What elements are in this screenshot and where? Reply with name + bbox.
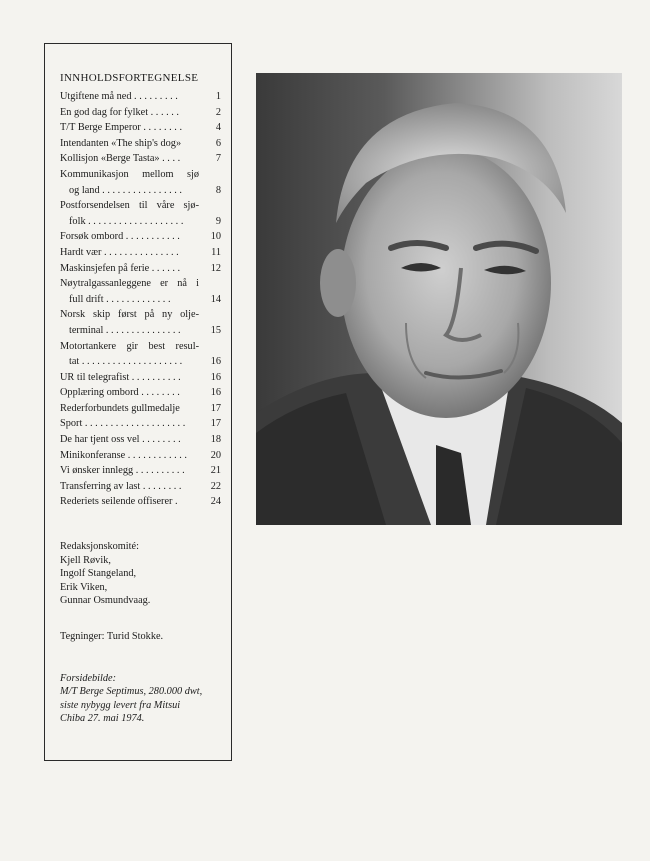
- toc-entry-title-line: En god dag for fylket . . . . . .: [60, 106, 179, 118]
- toc-entry-title: [60, 136, 199, 152]
- toc-entry: [60, 198, 221, 229]
- toc-entry-page: 1: [215, 91, 221, 102]
- toc-entry: [60, 261, 221, 277]
- committee-member: Erik Viken,: [60, 581, 108, 593]
- toc-entry: [60, 370, 221, 386]
- toc-entry-title: [60, 339, 199, 370]
- toc-entry-title: [60, 479, 199, 495]
- toc-entry-title: [60, 198, 199, 229]
- toc-entry: [60, 229, 221, 245]
- toc-entry-title: [60, 401, 199, 417]
- toc-entry-page: 21: [210, 465, 221, 477]
- toc-entry: [60, 167, 221, 198]
- toc-entry-page: 15: [210, 324, 221, 336]
- toc-entry-title: [60, 432, 199, 448]
- toc-entry-page: 8: [215, 184, 221, 196]
- editorial-committee: [60, 540, 221, 608]
- toc-entry-title: [60, 245, 199, 261]
- toc-entry-title-line: Norsk skip først på ny olje-: [60, 309, 199, 321]
- toc-entry: [60, 151, 221, 167]
- toc-entry-title-line: Sport . . . . . . . . . . . . . . . . . . . .: [60, 418, 186, 430]
- toc-entry: [60, 105, 221, 121]
- toc-entry-title-line: De har tjent oss vel . . . . . . . .: [60, 434, 181, 446]
- toc-entry-page: 16: [210, 371, 221, 383]
- toc-entry-title-line: Transferring av last . . . . . . . .: [60, 480, 182, 492]
- toc-entry-page: 11: [211, 246, 221, 258]
- toc-entry-title-line: terminal . . . . . . . . . . . . . . .: [69, 324, 181, 336]
- toc-entry: [60, 494, 221, 510]
- toc-entry-title: [60, 416, 199, 432]
- committee-member: Kjell Røvik,: [60, 554, 111, 566]
- cover-heading: Forsidebilde:: [60, 673, 117, 684]
- toc-entry-title-line: Forsøk ombord . . . . . . . . . . .: [60, 231, 180, 243]
- toc-entry-title-line: Kommunikasjon mellom sjø: [60, 168, 199, 180]
- cover-line: M/T Berge Septimus, 280.000 dwt,: [60, 686, 203, 698]
- toc-entry: [60, 276, 221, 307]
- toc-entry-page: 20: [210, 449, 221, 461]
- toc-entry-page: 17: [210, 402, 221, 414]
- toc-entry-title: [60, 307, 199, 338]
- toc-entry-title-line: Postforsendelsen til våre sjø-: [60, 200, 199, 212]
- toc-entry-page: 18: [210, 434, 221, 446]
- toc-entry-title-line: Nøytralgassanleggene er nå i: [60, 278, 199, 290]
- toc-entry: [60, 385, 221, 401]
- toc-entry-title-line: Intendanten «The ship's dog»: [60, 137, 182, 149]
- cover-photo-credit: [60, 672, 221, 726]
- toc-entry-page: 14: [210, 293, 221, 305]
- toc-entry-title: [60, 229, 199, 245]
- toc-entry-title-line: folk . . . . . . . . . . . . . . . . . . .: [69, 215, 184, 227]
- toc-entry-title-line: og land . . . . . . . . . . . . . . . .: [69, 184, 182, 196]
- portrait-illustration: [256, 73, 622, 525]
- toc-heading: INNHOLDSFORTEGNELSE: [60, 72, 199, 84]
- toc-entry-title-line: T/T Berge Emperor . . . . . . . .: [60, 122, 183, 134]
- toc-entry: [60, 120, 221, 136]
- toc-entry-title: [60, 261, 199, 277]
- toc-entry-page: 6: [215, 137, 221, 149]
- toc-entry-title: [60, 370, 199, 386]
- toc-entry-title: [60, 167, 199, 198]
- toc-entry-title-line: Maskinsjefen på ferie . . . . . .: [60, 262, 181, 274]
- toc-entry: [60, 432, 221, 448]
- toc-entry-page: 10: [210, 231, 221, 243]
- toc-entry: [60, 401, 221, 417]
- toc-entry-title-line: Rederforbundets gullmedalje: [60, 402, 180, 414]
- toc-entry: [60, 463, 221, 479]
- cover-line: Chiba 27. mai 1974.: [60, 713, 145, 725]
- drawings-credit: Tegninger: Turid Stokke.: [60, 631, 164, 642]
- toc-entry-title: [60, 120, 199, 136]
- toc-entry-title-line: Vi ønsker innlegg . . . . . . . . . .: [60, 465, 185, 477]
- toc-entry-title: [60, 385, 199, 401]
- toc-entry-page: 16: [210, 387, 221, 399]
- toc-entry-title-line: Hardt vær . . . . . . . . . . . . . . .: [60, 246, 179, 258]
- portrait-photo: [256, 73, 622, 525]
- toc-entry-title-line: Kollisjon «Berge Tasta» . . . .: [60, 153, 181, 165]
- toc-entry-title: [60, 105, 199, 121]
- toc-entry-page: 9: [215, 215, 221, 227]
- toc-list: [60, 89, 221, 510]
- toc-entry-title-line: Rederiets seilende offiserer .: [60, 496, 178, 508]
- toc-entry-title-line: UR til telegrafist . . . . . . . . . .: [60, 371, 181, 383]
- toc-entry-page: 12: [210, 262, 221, 274]
- toc-entry-page: 4: [215, 122, 221, 134]
- toc-entry-title: [60, 276, 199, 307]
- toc-entry: [60, 89, 221, 105]
- toc-entry-title-line: tat . . . . . . . . . . . . . . . . . . . .: [69, 356, 183, 368]
- toc-entry: [60, 416, 221, 432]
- committee-member: Ingolf Stangeland,: [60, 568, 137, 580]
- toc-entry-page: 16: [210, 356, 221, 368]
- toc-entry: [60, 339, 221, 370]
- toc-entry-title: [60, 494, 199, 510]
- toc-entry-page: 24: [210, 496, 221, 508]
- cover-line: siste nybygg levert fra Mitsui: [60, 699, 181, 711]
- committee-heading: Redaksjonskomité:: [60, 541, 139, 553]
- toc-entry-title: [60, 448, 199, 464]
- toc-entry-title-line: Motortankere gir best resul-: [60, 340, 199, 352]
- toc-entry: [60, 136, 221, 152]
- toc-entry-title: [60, 463, 199, 479]
- toc-entry-page: 22: [210, 480, 221, 492]
- toc-entry: [60, 307, 221, 338]
- toc-entry: [60, 448, 221, 464]
- toc-entry-title: [60, 151, 199, 167]
- toc-entry: [60, 245, 221, 261]
- toc-entry-title: [60, 89, 199, 105]
- toc-entry-title-line: Utgiftene må ned . . . . . . . . .: [60, 91, 178, 102]
- toc-entry: [60, 479, 221, 495]
- toc-entry-title-line: Minikonferanse . . . . . . . . . . . .: [60, 449, 187, 461]
- toc-entry-page: 7: [215, 153, 221, 165]
- committee-member: Gunnar Osmundvaag.: [60, 595, 151, 607]
- toc-entry-title-line: full drift . . . . . . . . . . . . .: [69, 293, 171, 305]
- toc-entry-title-line: Opplæring ombord . . . . . . . .: [60, 387, 180, 399]
- toc-entry-page: 2: [215, 106, 221, 118]
- toc-entry-page: 17: [210, 418, 221, 430]
- table-of-contents-box: [44, 43, 232, 761]
